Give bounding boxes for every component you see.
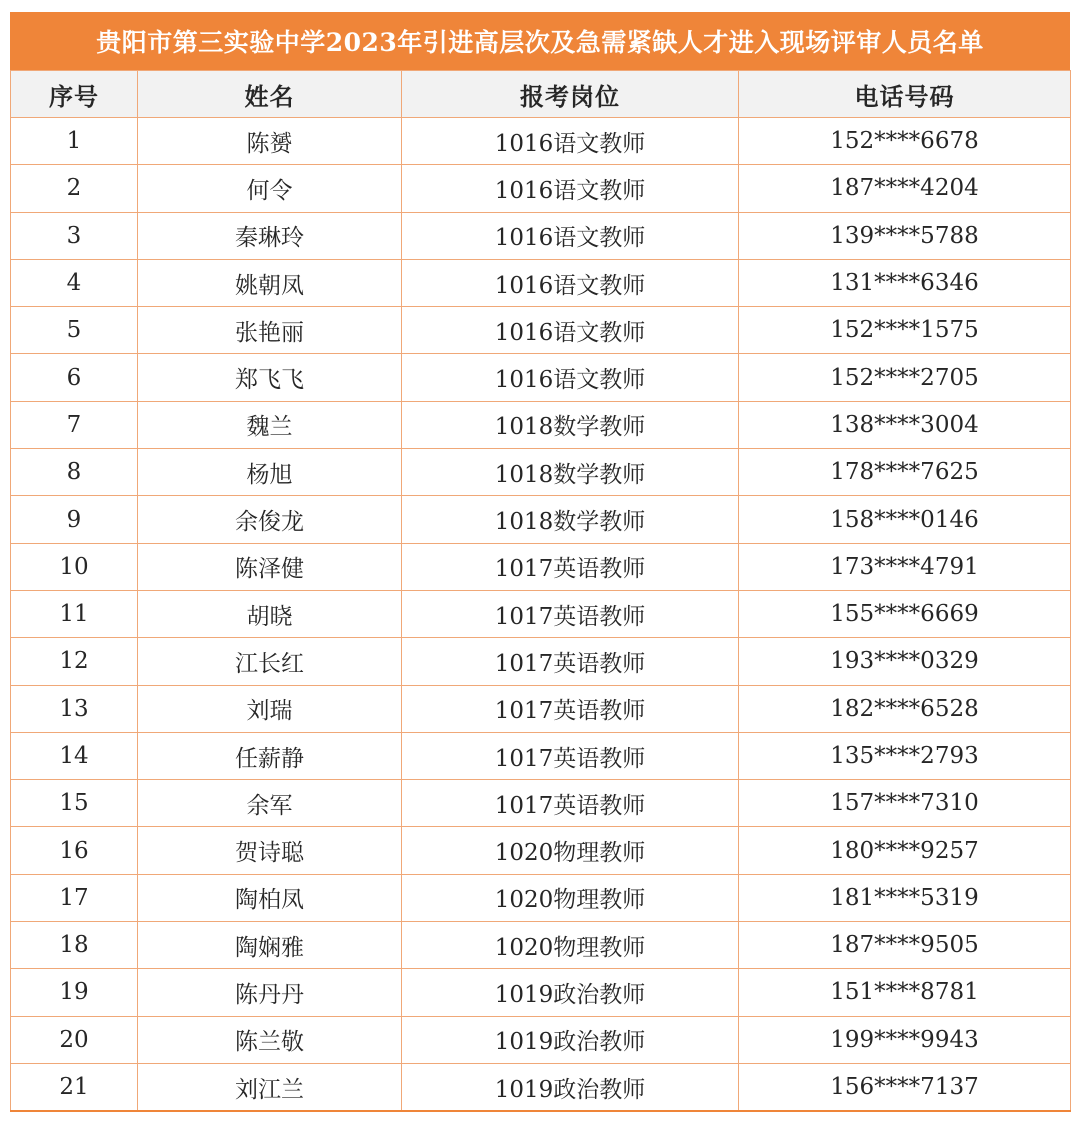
table-row <box>11 590 1071 637</box>
cell-phone: 131****6346 <box>739 259 1071 306</box>
cell-position: 1017英语教师 <box>402 590 739 637</box>
table-row <box>11 449 1071 496</box>
cell-position: 1020物理教师 <box>402 827 739 874</box>
cell-phone: 135****2793 <box>739 732 1071 779</box>
cell-name: 陶柏凤 <box>138 874 402 921</box>
cell-phone: 193****0329 <box>739 638 1071 685</box>
cell-position: 1016语文教师 <box>402 259 739 306</box>
cell-position: 1017英语教师 <box>402 780 739 827</box>
cell-position: 1017英语教师 <box>402 732 739 779</box>
cell-phone: 180****9257 <box>739 827 1071 874</box>
cell-index: 21 <box>11 1063 138 1111</box>
cell-phone: 152****2705 <box>739 354 1071 401</box>
cell-position: 1019政治教师 <box>402 1016 739 1063</box>
cell-index: 12 <box>11 638 138 685</box>
table-row <box>11 922 1071 969</box>
cell-index: 13 <box>11 685 138 732</box>
table-body <box>11 118 1071 1112</box>
cell-name: 余俊龙 <box>138 496 402 543</box>
cell-index: 17 <box>11 874 138 921</box>
header-row <box>11 71 1071 118</box>
cell-name: 余军 <box>138 780 402 827</box>
cell-name: 陈泽健 <box>138 543 402 590</box>
cell-position: 1018数学教师 <box>402 496 739 543</box>
cell-phone: 182****6528 <box>739 685 1071 732</box>
table-row <box>11 259 1071 306</box>
cell-phone: 155****6669 <box>739 590 1071 637</box>
header-index: 序号 <box>11 71 138 118</box>
cell-phone: 187****4204 <box>739 165 1071 212</box>
cell-phone: 178****7625 <box>739 449 1071 496</box>
cell-phone: 152****6678 <box>739 118 1071 165</box>
table-row <box>11 212 1071 259</box>
cell-position: 1018数学教师 <box>402 449 739 496</box>
cell-position: 1020物理教师 <box>402 922 739 969</box>
cell-phone: 157****7310 <box>739 780 1071 827</box>
cell-index: 20 <box>11 1016 138 1063</box>
cell-index: 14 <box>11 732 138 779</box>
cell-name: 刘江兰 <box>138 1063 402 1111</box>
cell-phone: 138****3004 <box>739 401 1071 448</box>
cell-index: 15 <box>11 780 138 827</box>
cell-position: 1020物理教师 <box>402 874 739 921</box>
cell-position: 1017英语教师 <box>402 685 739 732</box>
cell-index: 16 <box>11 827 138 874</box>
table-row <box>11 543 1071 590</box>
sheet-title: 贵阳市第三实验中学2023年引进高层次及急需紧缺人才进入现场评审人员名单 <box>10 12 1070 70</box>
table-row <box>11 354 1071 401</box>
table-row <box>11 638 1071 685</box>
cell-position: 1016语文教师 <box>402 307 739 354</box>
cell-name: 姚朝凤 <box>138 259 402 306</box>
cell-name: 陶娴雅 <box>138 922 402 969</box>
cell-index: 10 <box>11 543 138 590</box>
table-row <box>11 780 1071 827</box>
table-row <box>11 1063 1071 1111</box>
cell-phone: 156****7137 <box>739 1063 1071 1111</box>
cell-name: 陈赟 <box>138 118 402 165</box>
cell-position: 1019政治教师 <box>402 1063 739 1111</box>
cell-index: 5 <box>11 307 138 354</box>
cell-name: 杨旭 <box>138 449 402 496</box>
cell-name: 郑飞飞 <box>138 354 402 401</box>
cell-phone: 181****5319 <box>739 874 1071 921</box>
cell-position: 1016语文教师 <box>402 165 739 212</box>
cell-index: 9 <box>11 496 138 543</box>
cell-position: 1017英语教师 <box>402 543 739 590</box>
table-row <box>11 165 1071 212</box>
cell-index: 11 <box>11 590 138 637</box>
table-row <box>11 685 1071 732</box>
table-row <box>11 401 1071 448</box>
cell-index: 7 <box>11 401 138 448</box>
cell-position: 1016语文教师 <box>402 354 739 401</box>
cell-name: 魏兰 <box>138 401 402 448</box>
cell-name: 何令 <box>138 165 402 212</box>
cell-name: 陈丹丹 <box>138 969 402 1016</box>
header-phone: 电话号码 <box>739 71 1071 118</box>
cell-name: 贺诗聪 <box>138 827 402 874</box>
cell-index: 6 <box>11 354 138 401</box>
roster-table <box>10 70 1071 1112</box>
header-position: 报考岗位 <box>402 71 739 118</box>
cell-name: 张艳丽 <box>138 307 402 354</box>
cell-phone: 199****9943 <box>739 1016 1071 1063</box>
table-row <box>11 969 1071 1016</box>
cell-index: 19 <box>11 969 138 1016</box>
cell-index: 4 <box>11 259 138 306</box>
cell-name: 秦琳玲 <box>138 212 402 259</box>
cell-position: 1018数学教师 <box>402 401 739 448</box>
table-row <box>11 307 1071 354</box>
cell-phone: 158****0146 <box>739 496 1071 543</box>
cell-phone: 173****4791 <box>739 543 1071 590</box>
table-row <box>11 874 1071 921</box>
cell-index: 8 <box>11 449 138 496</box>
roster-sheet <box>10 12 1070 1112</box>
cell-name: 江长红 <box>138 638 402 685</box>
cell-position: 1017英语教师 <box>402 638 739 685</box>
cell-position: 1016语文教师 <box>402 212 739 259</box>
cell-index: 2 <box>11 165 138 212</box>
cell-name: 任薪静 <box>138 732 402 779</box>
table-row <box>11 732 1071 779</box>
cell-name: 胡晓 <box>138 590 402 637</box>
cell-index: 18 <box>11 922 138 969</box>
cell-position: 1019政治教师 <box>402 969 739 1016</box>
cell-phone: 151****8781 <box>739 969 1071 1016</box>
cell-name: 刘瑞 <box>138 685 402 732</box>
table-row <box>11 118 1071 165</box>
cell-phone: 152****1575 <box>739 307 1071 354</box>
table-row <box>11 1016 1071 1063</box>
cell-phone: 187****9505 <box>739 922 1071 969</box>
header-name: 姓名 <box>138 71 402 118</box>
cell-phone: 139****5788 <box>739 212 1071 259</box>
table-row <box>11 496 1071 543</box>
cell-name: 陈兰敬 <box>138 1016 402 1063</box>
cell-index: 3 <box>11 212 138 259</box>
cell-position: 1016语文教师 <box>402 118 739 165</box>
cell-index: 1 <box>11 118 138 165</box>
table-row <box>11 827 1071 874</box>
